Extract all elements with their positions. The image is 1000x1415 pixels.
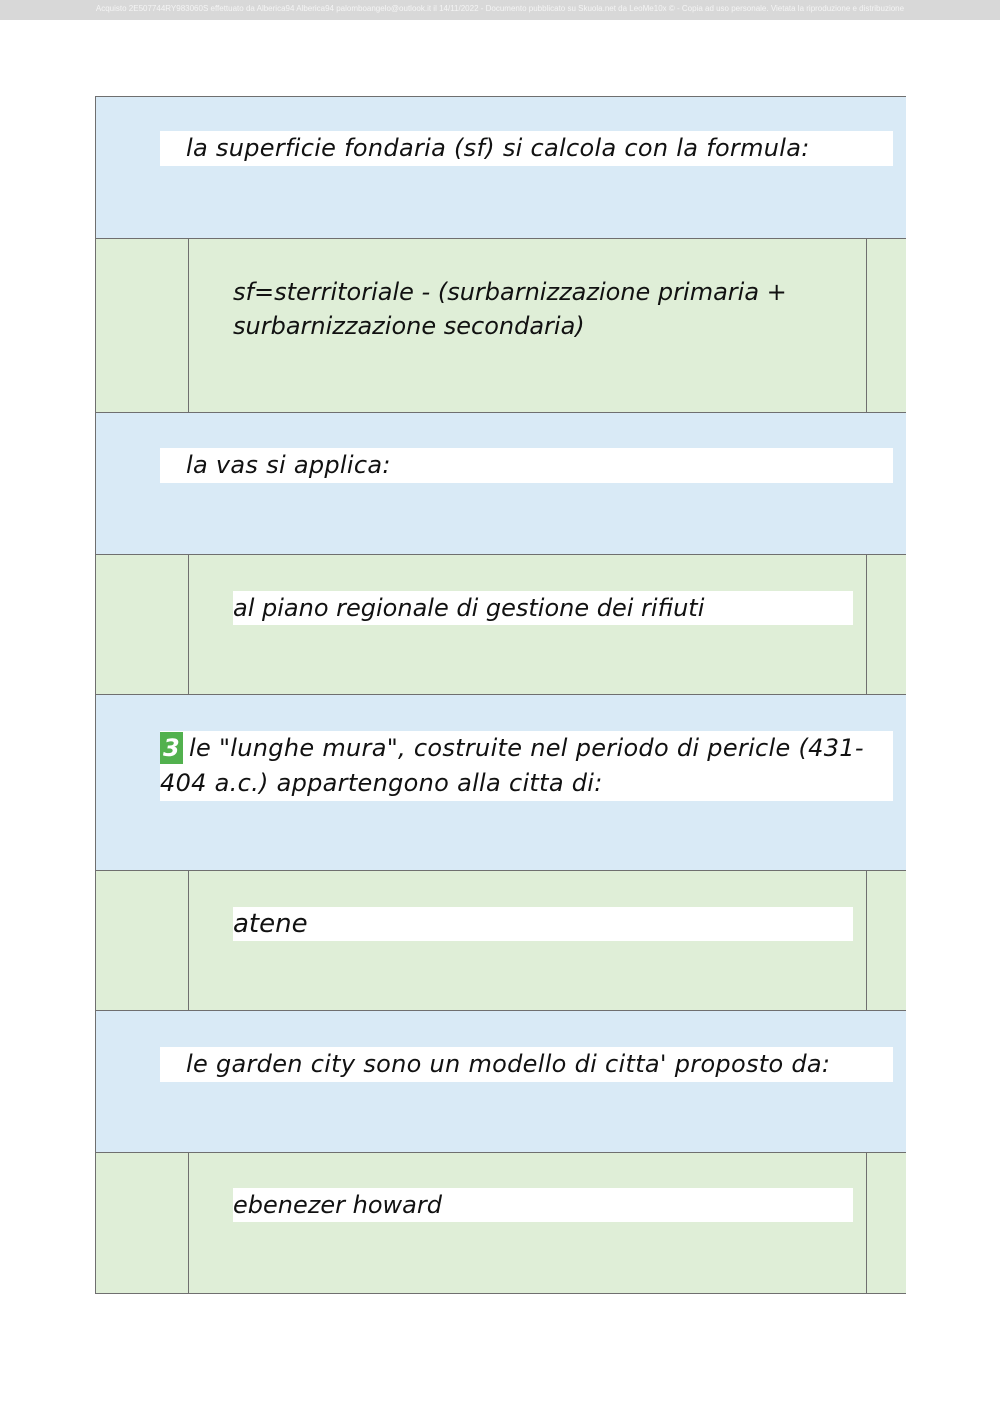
answer-text: sf=sterritoriale - (surbarnizzazione primaria + surbarnizzazione secondaria) — [233, 278, 787, 340]
column-divider — [188, 1153, 189, 1293]
question-number-badge: 3 — [160, 732, 183, 764]
answer-text: atene — [233, 907, 853, 941]
question-text: la superficie fondaria (sf) si calcola con la formula: — [160, 131, 893, 166]
answer-text: al piano regionale di gestione dei rifiuti — [233, 591, 853, 625]
column-divider — [866, 871, 867, 1010]
answer-text: ebenezer howard — [233, 1188, 853, 1222]
answer-row — [95, 239, 906, 413]
question-text: la vas si applica: — [160, 448, 893, 483]
watermark-banner: Acquisto 2E507744RY983060S effettuato da Alberica94 Alberica94 palomboangelo@outlook.it il 14/11/2022 - Documento pubblicato su Skuola.net da LeoMe10x © - Copia ad uso personale. Vietata la riproduzione e distribuzione — [0, 0, 1000, 20]
column-divider — [866, 1153, 867, 1293]
question-row — [95, 413, 906, 555]
column-divider — [866, 239, 867, 412]
quiz-sheet — [95, 96, 906, 1293]
question-text: le garden city sono un modello di citta' proposto da: — [160, 1047, 893, 1082]
answer-row — [95, 555, 906, 695]
answer-row — [95, 1153, 906, 1294]
question-row — [95, 1011, 906, 1153]
column-divider — [188, 239, 189, 412]
answer-row — [95, 871, 906, 1011]
column-divider — [188, 871, 189, 1010]
question-row — [95, 97, 906, 239]
question-text — [160, 731, 893, 801]
question-text-content: le "lunghe mura", costruite nel periodo di pericle (431-404 a.c.) appartengono alla citta di: — [160, 734, 864, 797]
column-divider — [866, 555, 867, 694]
column-divider — [188, 555, 189, 694]
question-row — [95, 695, 906, 871]
